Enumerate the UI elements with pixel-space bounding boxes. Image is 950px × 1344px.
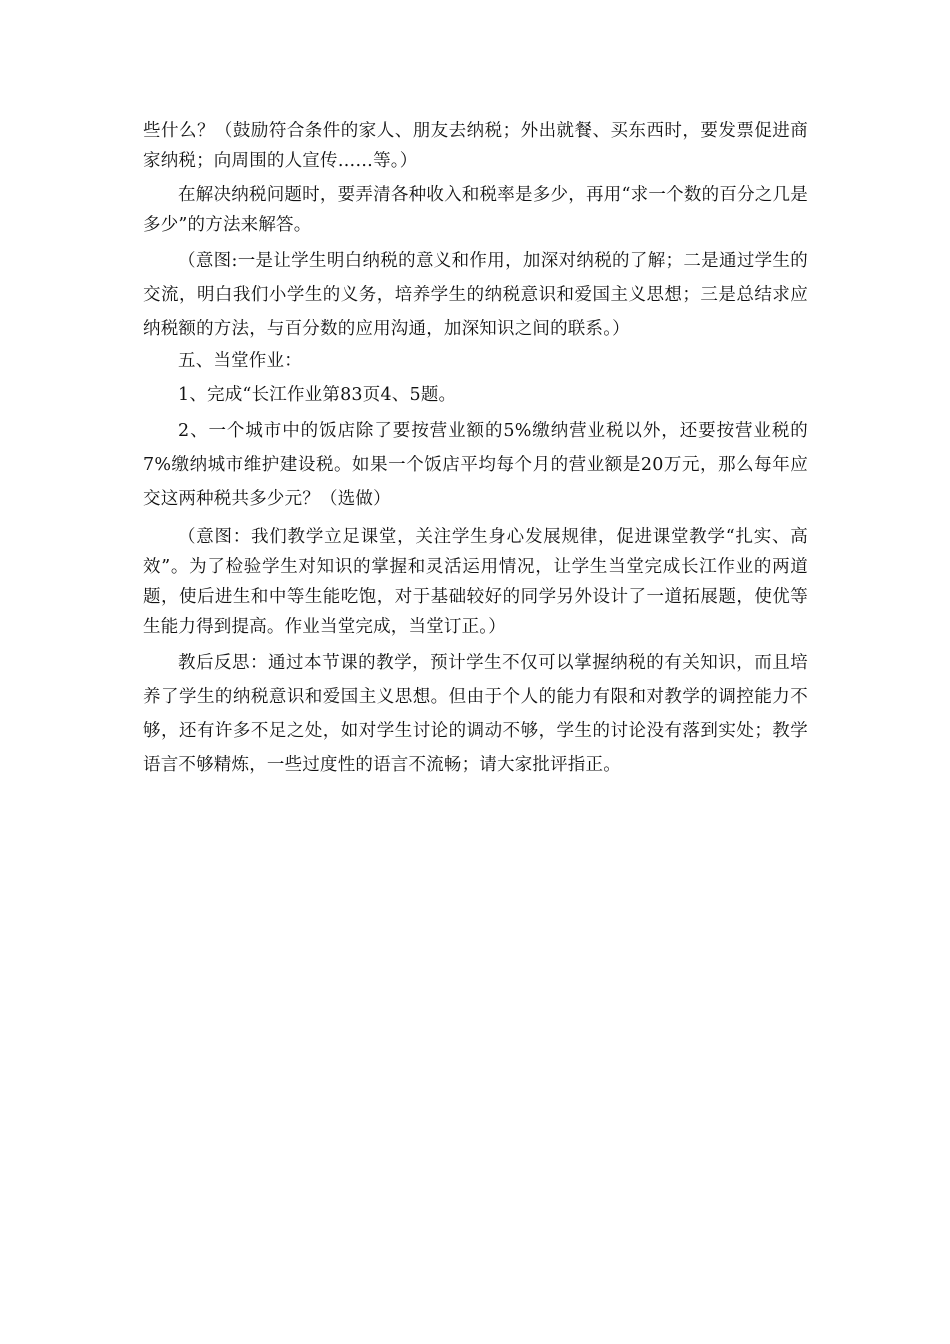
section-heading-homework: 五、当堂作业： [178,351,302,371]
paragraph-intent-homework: （意图：我们教学立足课堂，关注学生身心发展规律，促进课堂教学“扎实、高效”。为了检验学生对知识的掌握和灵活运用情况，让学生当堂完成长江作业的两道题，使后进生和中等生能吃饱，对于基础较好的同学另外设计了一道拓展题，使优等生能力得到提高。作业当堂完成，当堂订正。） [143,527,808,637]
document-body [143,116,808,782]
homework-item-1: 1、完成“长江作业第83页4、5题。 [178,385,457,405]
paragraph-teaching-reflection: 教后反思：通过本节课的教学，预计学生不仅可以掌握纳税的有关知识，而且培养了学生的纳税意识和爱国主义思想。但由于个人的能力有限和对教学的调控能力不够，还有许多不足之处，如对学生讨论的调动不够，学生的讨论没有落到实处；教学语言不够精炼，一些过度性的语言不流畅；请大家批评指正。 [143,653,808,775]
paragraph-solving-tax-problems: 在解决纳税问题时，要弄清各种收入和税率是多少，再用“求一个数的百分之几是多少”的方法来解答。 [143,185,808,235]
paragraph-continuation-encourage-tax: 些什么？（鼓励符合条件的家人、朋友去纳税；外出就餐、买东西时，要发票促进商家纳税；向周围的人宣传……等。） [143,121,808,171]
homework-item-2: 2、一个城市中的饭店除了要按营业额的5%缴纳营业税以外，还要按营业税的7%缴纳城市维护建设税。如果一个饭店平均每个月的营业额是20万元，那么每年应交这两种税共多少元？（选做） [143,421,808,509]
paragraph-intent-tax-meaning: （意图:一是让学生明白纳税的意义和作用，加深对纳税的了解；二是通过学生的交流，明白我们小学生的义务，培养学生的纳税意识和爱国主义思想；三是总结求应纳税额的方法，与百分数的应用沟通，加深知识之间的联系。） [143,251,808,339]
